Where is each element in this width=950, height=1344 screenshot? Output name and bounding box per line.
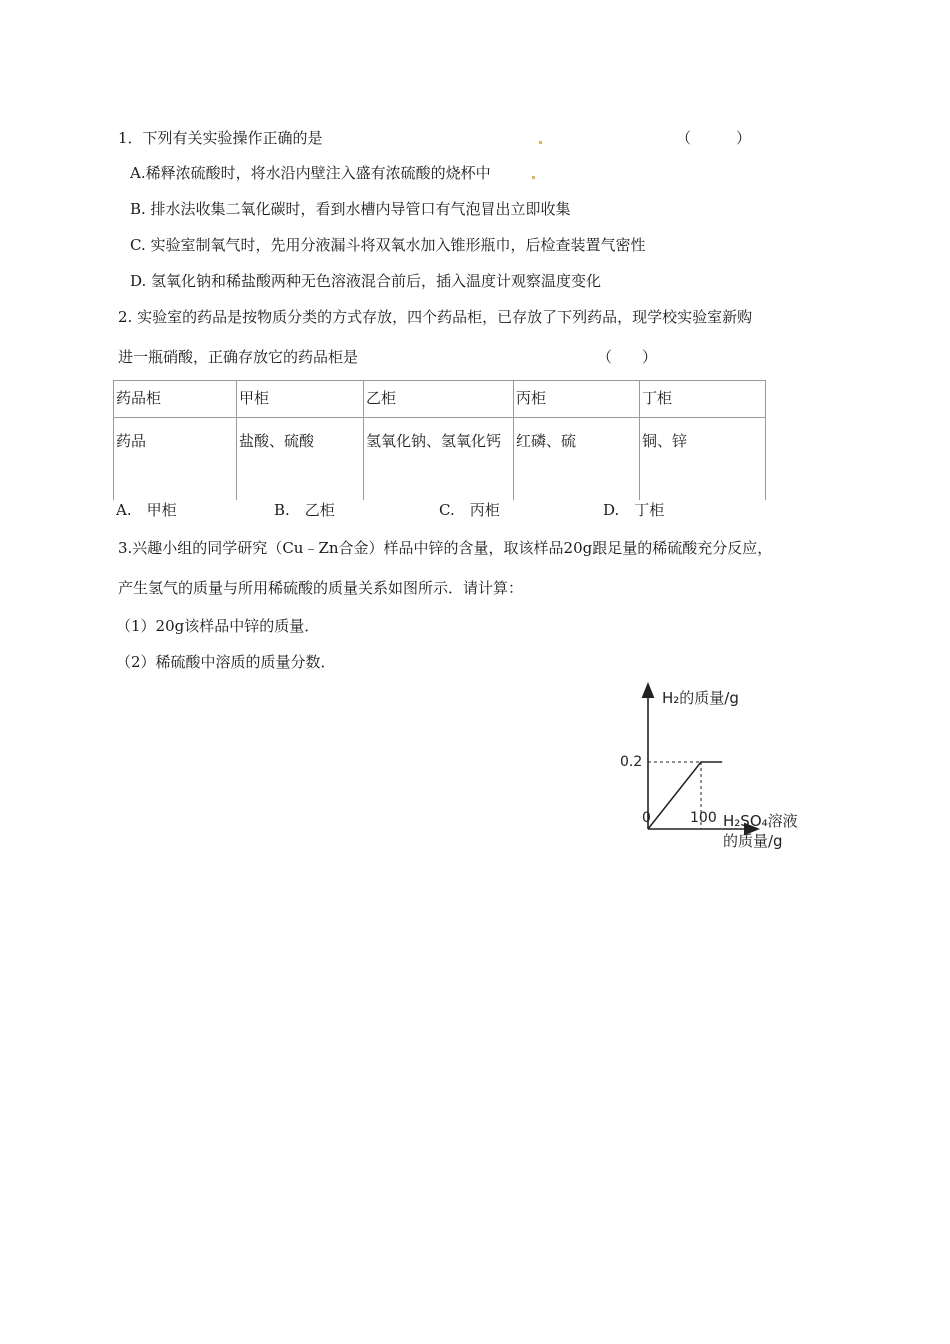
q3-sub1: （1）20g该样品中锌的质量． — [116, 617, 320, 635]
x-axis-label-line2: 的质量/g — [723, 832, 783, 850]
origin-label: 0 — [642, 810, 651, 826]
table-header-cell: 乙柜 — [364, 381, 514, 418]
scan-speck — [539, 141, 542, 144]
table-header-cell: 甲柜 — [237, 381, 364, 418]
q3-stem-line2: 产生氢气的质量与所用稀硫酸的质量关系如图所示．请计算： — [118, 579, 524, 597]
q3-sub2: （2）稀硫酸中溶质的质量分数． — [116, 653, 336, 671]
q1-option-d: D. 氢氧化钠和稀盐酸两种无色溶液混合前后，插入温度计观察温度变化 — [130, 272, 602, 290]
table-header-row — [114, 381, 766, 418]
table-cell: 盐酸、硫酸 — [237, 418, 364, 501]
q2-choice-a: A. 甲柜 — [116, 501, 177, 519]
x-axis-label-line1: H₂SO₄溶液 — [723, 812, 798, 830]
table-row — [114, 418, 766, 501]
table-cell: 铜、锌 — [640, 418, 766, 501]
table-cell: 氢氧化钠、氢氧化钙 — [364, 418, 514, 501]
table-cell: 红磷、硫 — [514, 418, 640, 501]
q1-option-a: A.稀释浓硫酸时，将水沿内壁注入盛有浓硫酸的烧杯中 — [130, 164, 491, 182]
q2-choice-b: B. 乙柜 — [274, 501, 335, 519]
q2-stem-line2: 进一瓶硝酸，正确存放它的药品柜是 — [118, 348, 359, 366]
q3-stem-line1: 3.兴趣小组的同学研究（Cu﹣Zn合金）样品中锌的含量，取该样品20g跟足量的稀硫酸充分反应， — [118, 539, 773, 557]
table-header-cell: 药品柜 — [114, 381, 237, 418]
table-cell: 药品 — [114, 418, 237, 501]
q2-stem-line1: 2. 实验室的药品是按物质分类的方式存放，四个药品柜，已存放了下列药品，现学校实验室新购 — [118, 308, 753, 326]
scan-speck — [532, 176, 535, 179]
q1-option-b: B. 排水法收集二氧化碳时，看到水槽内导管口有气泡冒出立即收集 — [130, 200, 571, 218]
series-line — [648, 762, 722, 829]
q1-option-c: C. 实验室制氧气时，先用分液漏斗将双氧水加入锥形瓶巾，后检查装置气密性 — [130, 236, 646, 254]
q2-choice-c: C. 丙柜 — [439, 501, 500, 519]
q2-answer-paren: （ ） — [597, 348, 658, 366]
q2-choice-d: D. 丁柜 — [603, 501, 665, 519]
q1-stem: 1．下列有关实验操作正确的是 — [118, 129, 323, 147]
table-header-cell: 丙柜 — [514, 381, 640, 418]
y-axis-label: H₂的质量/g — [662, 689, 739, 707]
q1-answer-paren: （ ） — [676, 129, 752, 147]
y-tick-label: 0.2 — [620, 754, 643, 770]
cabinet-table — [113, 380, 766, 500]
table-header-cell: 丁柜 — [640, 381, 766, 418]
x-tick-label: 100 — [690, 810, 717, 826]
